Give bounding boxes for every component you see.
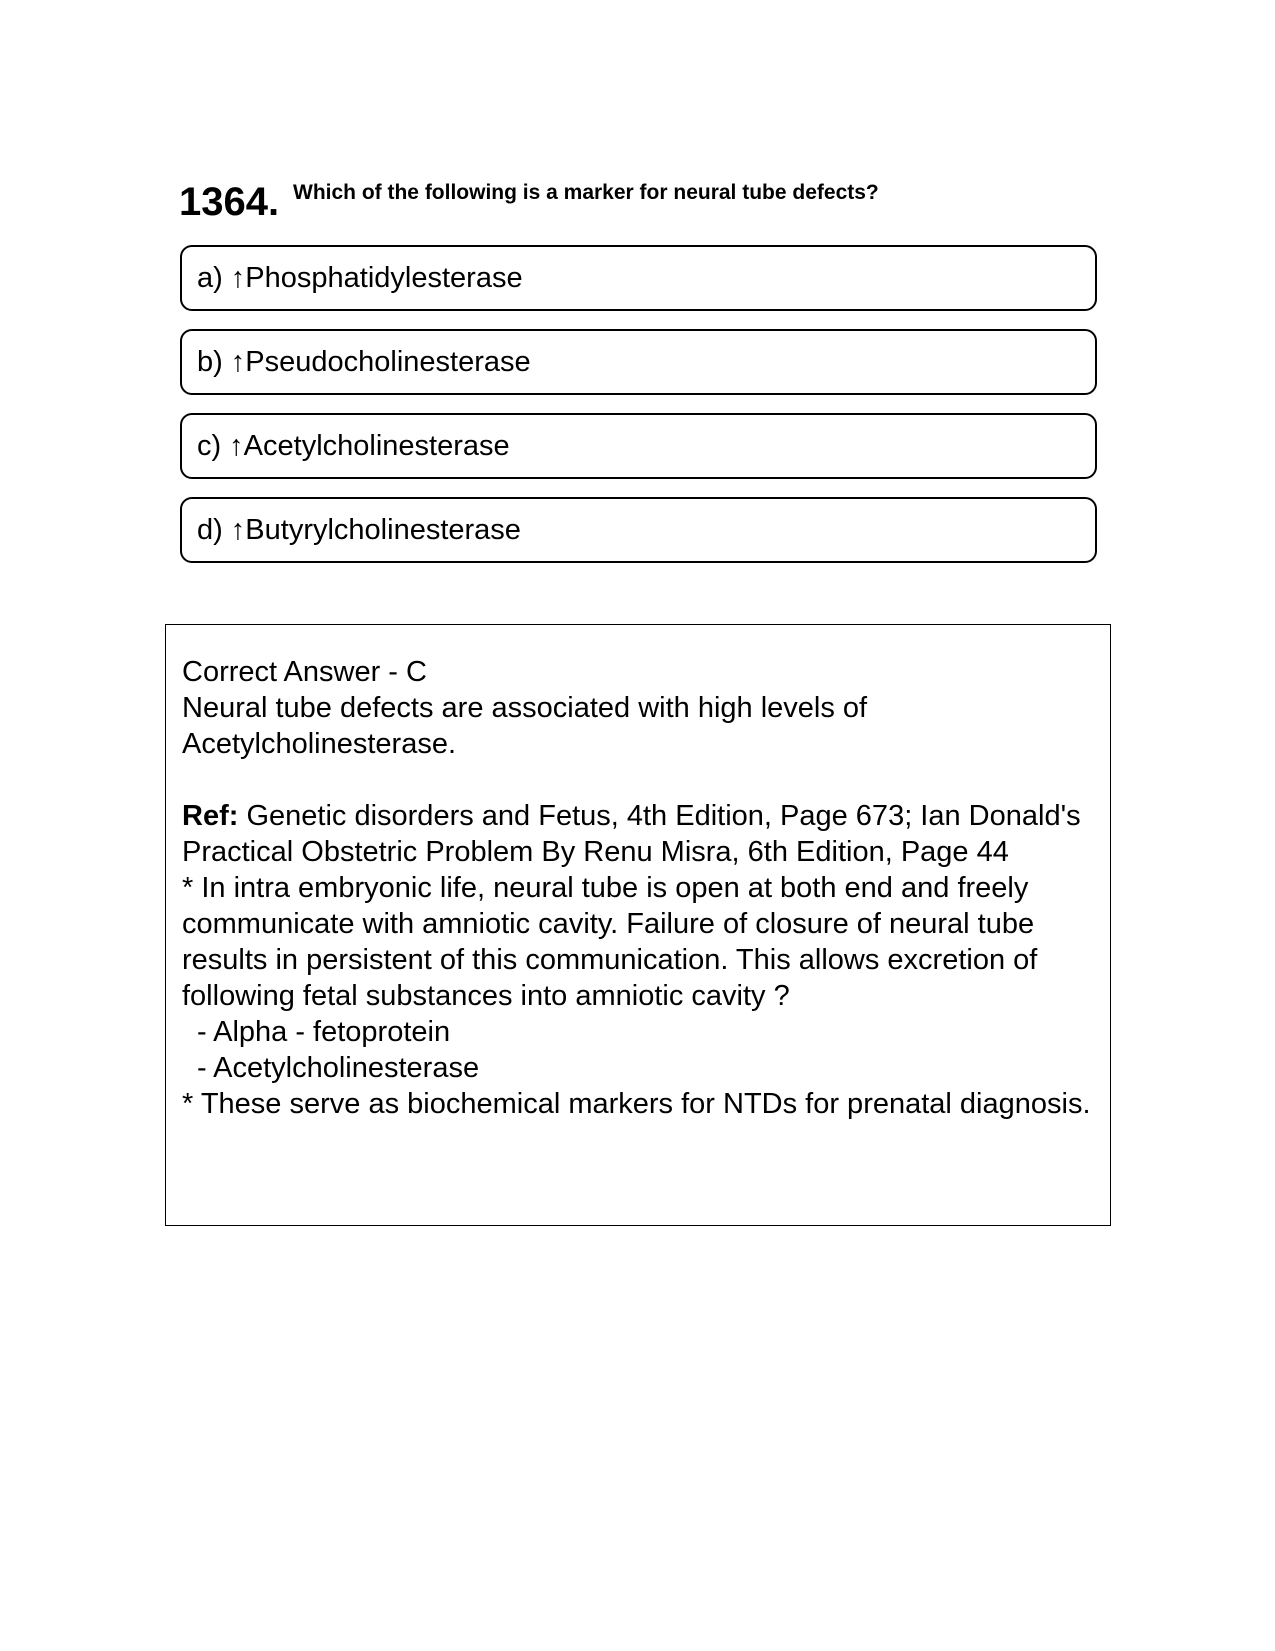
question-number: 1364. bbox=[179, 180, 280, 224]
option-b[interactable] bbox=[180, 329, 1097, 395]
list-item: - Alpha - fetoprotein bbox=[197, 1016, 451, 1048]
option-a[interactable] bbox=[180, 245, 1097, 311]
option-letter: d) bbox=[197, 514, 223, 546]
option-text: ↑Pseudocholinesterase bbox=[230, 346, 531, 378]
explanation-point-2: * These serve as biochemical markers for NTDs for prenatal diagnosis. bbox=[182, 1088, 1091, 1120]
reference-text: Genetic disorders and Fetus, 4th Edition, Page 673; Ian Donald's Practical Obstetric Problem By Renu Misra, 6th Edition, Page 44 bbox=[182, 800, 1081, 868]
explanation-point-1: * In intra embryonic life, neural tube is open at both end and freely communicate with amniotic cavity. Failure of closure of neural tube results in persistent of this communication. This allows excretion of following fetal substances into amniotic cavity ? bbox=[182, 872, 1038, 1012]
question-text: Which of the following is a marker for neural tube defects? bbox=[293, 181, 879, 204]
option-text: ↑Acetylcholinesterase bbox=[229, 430, 510, 462]
reference bbox=[182, 798, 1095, 870]
reference-label: Ref: bbox=[182, 800, 239, 832]
answer-summary: Neural tube defects are associated with high levels of Acetylcholinesterase. bbox=[182, 692, 868, 760]
answer-explanation-box bbox=[165, 624, 1111, 1226]
spacer bbox=[182, 762, 1095, 798]
option-letter: a) bbox=[197, 262, 223, 294]
option-text: ↑Phosphatidylesterase bbox=[230, 262, 523, 294]
option-text: ↑Butyrylcholinesterase bbox=[230, 514, 521, 546]
correct-answer: Correct Answer - C bbox=[182, 656, 427, 688]
option-letter: b) bbox=[197, 346, 223, 378]
option-letter: c) bbox=[197, 430, 222, 462]
option-c[interactable] bbox=[180, 413, 1097, 479]
option-d[interactable] bbox=[180, 497, 1097, 563]
list-item: - Acetylcholinesterase bbox=[197, 1052, 480, 1084]
